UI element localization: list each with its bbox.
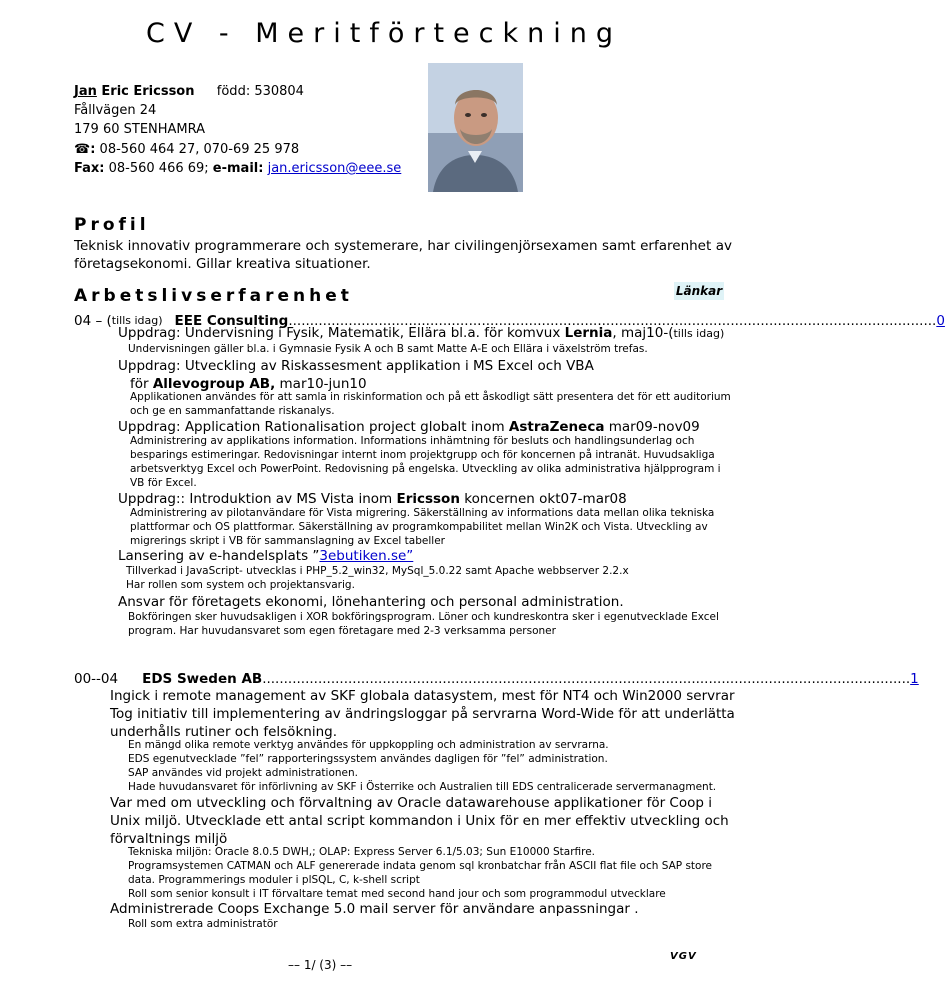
job1-assignment3-note: Administrering av applikations information. Informations inhämtning för besluts och handlingsunderlag och besparings estimeringar. Redovisningar internt inom projektgrupp och för koncernen på intranät. Huvudsakliga arbetsverktyg Excel och PowerPoint. Redovisning på engelska. Utveckling av olika administrativa hjälpprogram i VB för Excel. [130,435,721,489]
job2-note-c: Roll som extra administratör [128,918,278,930]
contact-block [74,82,401,178]
job1-assignment5-note: Tillverkad i JavaScript- utvecklas i PHP_5.2_win32, MySql_5.0.22 samt Apache webbserver 2.2.x Har rollen som system och projektansvarig. [126,565,629,591]
birth-date: född: 530804 [216,84,304,99]
job1-leader-dots: ....................................................................................................................................................... [288,313,937,329]
job2-notes-b: Tekniska miljön: Oracle 8.0.5 DWH,; OLAP: Express Server 6.1/5.03; Sun E10000 Starfire. Programsystemen CATMAN och ALF genererade indata genom sql kronbatchar från ASCII flat file och SAP store data. Programmerings moduler i plSQL, C, k-shell script Roll som senior konsult i IT förvaltare temat med second hand jour och som programmodul utvecklare [128,846,713,900]
job1-assignment2-line2: för Allevogroup AB, mar10-jun10 [130,376,367,392]
city-address: 179 60 STENHAMRA [74,122,206,137]
work-heading: Arbetslivserfarenhet [74,286,353,306]
job1-period: 04 – ( [74,313,112,329]
job1-assignment6-note: Bokföringen sker huvudsakligen i XOR bokföringsprogram. Löner och kundreskontra sker i egenutvecklade Excel program. Har huvudansvaret som egen företagare med 2-3 verksamma personer [128,611,719,637]
job2-text-a: Ingick i remote management av SKF globala datasystem, mest för NT4 och Win2000 servrar Tog initiativ till implementering av ändringsloggar på servrarna Word-Wide för att underlätta underhålls rutiner och felsökning. [110,688,735,740]
email-label: e-mail: [212,161,264,176]
job1-period-small: tills idag) [111,314,163,327]
job2-company: EDS Sweden AB [142,671,263,687]
phone-icon: ☎: [74,142,96,157]
page-initials: VGV [670,951,697,962]
job2-text-c: Administrerade Coops Exchange 5.0 mail server för användare anpassningar . [110,901,639,917]
job1-assignment3: Uppdrag: Application Rationalisation project globalt inom AstraZeneca mar09-nov09 [118,419,700,435]
job2-period: 00--04 [74,671,119,687]
job2-link[interactable]: 1 [910,671,919,687]
page-title: CV - Meritförteckning [146,18,622,49]
job1-assignment4-note: Administrering av pilotanvändare för Vista migrering. Säkerställning av informations data mellan olika tekniska plattformar och OS plattformar. Säkerställning av programkompabilitet mellan Win2K och Vista. Utveckling av migrerings skript i VB för sammanslagning av Excel tabeller [130,507,715,547]
job1-assignment6: Ansvar för företagets ekonomi, lönehantering och personal administration. [118,594,624,610]
ebutiken-link[interactable]: 3ebutiken.se” [319,548,414,564]
phone-line [74,140,401,159]
job1-assignment4: Uppdrag:: Introduktion av MS Vista inom Ericsson koncernen okt07-mar08 [118,491,627,507]
job1-assignment1-note: Undervisningen gäller bl.a. i Gymnasie Fysik A och B samt Matte A-E och Ellära i växelström trefas. [128,343,648,355]
email-link[interactable]: jan.ericsson@eee.se [267,161,402,176]
fax-email-line [74,159,401,178]
profile-text: Teknisk innovativ programmerare och systemerare, har civilingenjörsexamen samt erfarenhet av företagsekonomi. Gillar kreativa situationer. [74,238,732,272]
phone-numbers: 08-560 464 27, 070-69 25 978 [99,142,300,157]
page-number: –– 1/ (3) –– [288,958,353,972]
last-name: Eric Ericsson [96,84,195,99]
job1-assignment2-line1: Uppdrag: Utveckling av Riskassesment applikation i MS Excel och VBA [118,358,594,374]
job1-assignment2-note: Applikationen användes för att samla in riskinformation och på ett åskodligt sätt presentera det för ett auditorium och ge en sammanfattande riskanalys. [130,391,731,417]
links-badge: Länkar [675,284,723,298]
job2-text-b: Var med om utveckling och förvaltning av Oracle datawarehouse applikationer för Coop i Unix miljö. Utvecklade ett antal script kommandon i Unix för en mer effektiv utveckling och förvaltnings miljö [110,795,729,847]
job1-link[interactable]: 0 [936,313,945,329]
name-line [74,82,401,101]
portrait-image [428,63,523,192]
job1-company: EEE Consulting [174,313,289,329]
fax-label: Fax: [74,161,105,176]
job2-notes-a: En mängd olika remote verktyg användes för uppkoppling och administration av servrarna. EDS egenutvecklade ”fel” rapporteringssystem användes dagligen för ”fel” administration. SAP användes vid projekt administrationen. Hade huvudansvaret för införlivning av SKF i Österrike och Australien till EDS centralicerade servermanagment. [128,739,717,793]
job1-assignment1: Uppdrag: Undervisning i Fysik, Matematik, Ellära bl.a. för komvux Lernia, maj10-(tills idag) [118,325,725,341]
fax-number: 08-560 466 69; [104,161,213,176]
first-name: Jan [74,84,97,99]
profile-heading: Profil [74,215,150,235]
street-address: Fållvägen 24 [74,103,157,118]
profile-photo [428,63,523,192]
job2-leader-dots: ....................................................................................................................................................... [262,671,911,687]
job2-header [74,670,919,688]
job1-assignment5: Lansering av e-handelsplats ”3ebutiken.se” [118,548,414,564]
